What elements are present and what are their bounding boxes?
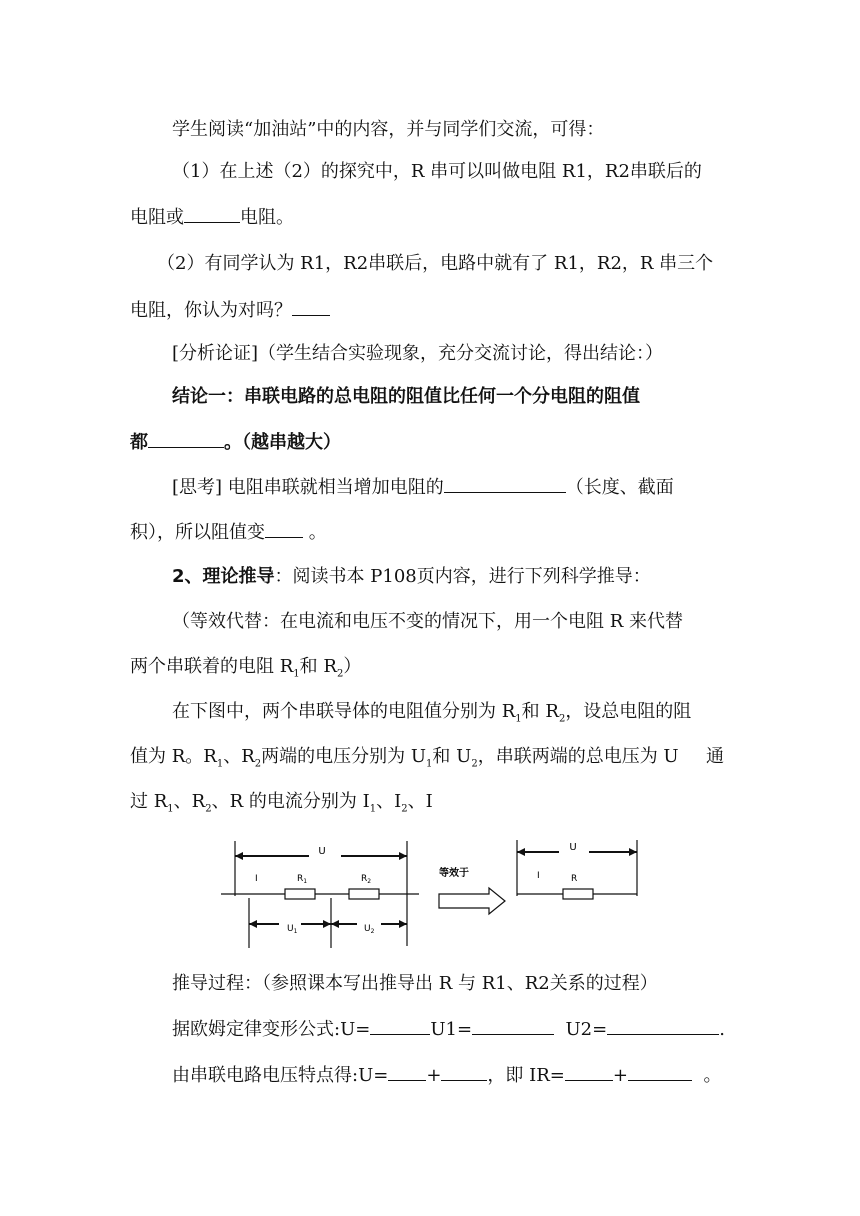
fill-blank[interactable] [184,205,240,223]
ohm-text-b: U1= [430,1019,473,1040]
q1-text-c: 电阻。 [240,207,294,228]
paragraph-intro [172,118,772,142]
equiv-text-c: 和 R [299,656,337,677]
ohm-text-c: U2= [565,1019,608,1040]
fill-blank[interactable] [472,1017,554,1035]
fill-blank[interactable] [607,1017,719,1035]
label-U1: $U_1$ [287,924,298,935]
think-line2 [130,520,730,545]
label-right-U: U [569,842,577,853]
resistor-R1 [285,889,315,899]
fill-blank[interactable] [565,1063,613,1081]
equiv-text-b: 两个串联着的电阻 R [130,656,294,677]
think-text-b: （长度、截面 [565,477,674,498]
derive-heading [172,565,772,589]
subscript: 2 [336,668,344,680]
p2-end [706,745,730,769]
equiv-text-d: ） [343,656,362,677]
ohm-text-d: . [719,1019,725,1040]
derive-heading-bold: 2、理论推导 [172,566,275,587]
series-line [172,1063,772,1088]
subscript: 2 [205,803,212,815]
equiv-text: （等效代替：在电流和电压不变的情况下，用一个电阻 R 来代替 [172,611,683,632]
fill-blank[interactable] [292,298,330,316]
p1-text: 在下图中，两个串联导体的电阻值分别为 R [172,701,516,722]
label-right-R: R [571,874,578,884]
fill-blank[interactable] [370,1017,430,1035]
analysis-text: [分析论证]（学生结合实验现象，充分交流讨论，得出结论：） [172,343,664,364]
label-U2: $U_2$ [364,924,375,935]
process-text: 推导过程：（参照课本写出推导出 R 与 R1、R2关系的过程） [172,973,658,994]
intro-text: 学生阅读“加油站”中的内容，并与同学们交流，可得： [172,119,605,140]
subscript: 1 [167,803,174,815]
q2-text-b: 电阻，你认为对吗？ [130,300,292,321]
conclusion-line2 [130,430,730,455]
subscript: 1 [293,668,300,680]
subscript: 1 [426,758,433,770]
process-line [172,972,772,996]
resistor-R [563,889,593,899]
p1-text-b: 和 R [521,701,559,722]
analysis-paragraph [172,342,772,366]
p2-text-f: 通 [706,746,724,767]
label-equiv: 等效于 [439,868,469,879]
p1-text-c: ，设总电阻的阻 [565,701,692,722]
q1-line1 [172,160,730,184]
p3-text-c: 、R 的电流分别为 I [211,791,370,812]
p2-text-c: 两端的电压分别为 U [261,746,427,767]
p2-text-d: 和 U [432,746,472,767]
p3-text-e: 、I [407,791,433,812]
q1-text-b: 电阻或 [130,207,184,228]
conclusion-text-c: 。（越串越大） [224,432,341,453]
q2-line2 [130,298,730,323]
subscript: 2 [471,758,478,770]
label-right-I: I [537,871,540,881]
q2-line1 [157,252,730,276]
series-text-e: 。 [703,1065,722,1086]
label-I: I [255,874,258,884]
subscript: 1 [515,713,522,725]
p3-text: 过 R [130,791,168,812]
p2-text-b: 、R [223,746,255,767]
q2-text: （2）有同学认为 R1，R2串联后，电路中就有了 R1，R2，R 串三个 [157,253,714,274]
series-text: 由串联电路电压特点得:U= [172,1065,389,1086]
p2-line [130,745,730,777]
think-text-d: 。 [308,522,327,543]
equiv-line2 [130,655,730,687]
subscript: 2 [254,758,262,770]
subscript: 1 [369,803,377,815]
p1-line [172,700,772,732]
ohm-line [172,1017,772,1042]
think-text-c: 积），所以阻值变 [130,522,265,543]
p3-line [130,790,730,822]
p3-text-b: 、R [173,791,206,812]
resistor-R2 [349,889,379,899]
q1-line2 [130,205,730,230]
ohm-text: 据欧姆定律变形公式:U= [172,1019,371,1040]
conclusion-text-b: 都 [130,432,148,453]
fill-blank[interactable] [441,1063,487,1081]
p2-text-e: ，串联两端的总电压为 U [477,746,679,767]
conclusion-line1 [172,385,730,409]
fill-blank[interactable] [444,475,566,493]
label-R1: $R_1$ [297,874,308,885]
fill-blank[interactable] [628,1063,692,1081]
label-R2: $R_2$ [361,874,372,885]
q1-text: （1）在上述（2）的探究中，R 串可以叫做电阻 R1，R2串联后的 [172,161,702,182]
subscript: 2 [558,713,566,725]
circuit-diagram [221,836,641,948]
series-text-d: + [612,1065,628,1086]
label-U: U [318,846,326,857]
derive-heading-rest: ：阅读书本 P108页内容，进行下列科学推导： [274,566,651,587]
p3-text-d: 、I [376,791,402,812]
subscript: 2 [401,803,408,815]
fill-blank[interactable] [388,1063,426,1081]
fill-blank[interactable] [265,520,303,538]
series-text-c: ，即 IR= [487,1065,565,1086]
fill-blank[interactable] [148,430,224,448]
p2-text: 值为 R。R [130,746,217,767]
think-text: [思考] 电阻串联就相当增加电阻的 [172,477,444,498]
equiv-line1 [172,610,730,634]
series-text-b: + [426,1065,442,1086]
think-line1 [172,475,730,500]
subscript: 1 [216,758,224,770]
conclusion-text: 结论一：串联电路的总电阻的阻值比任何一个分电阻的阻值 [172,386,640,407]
